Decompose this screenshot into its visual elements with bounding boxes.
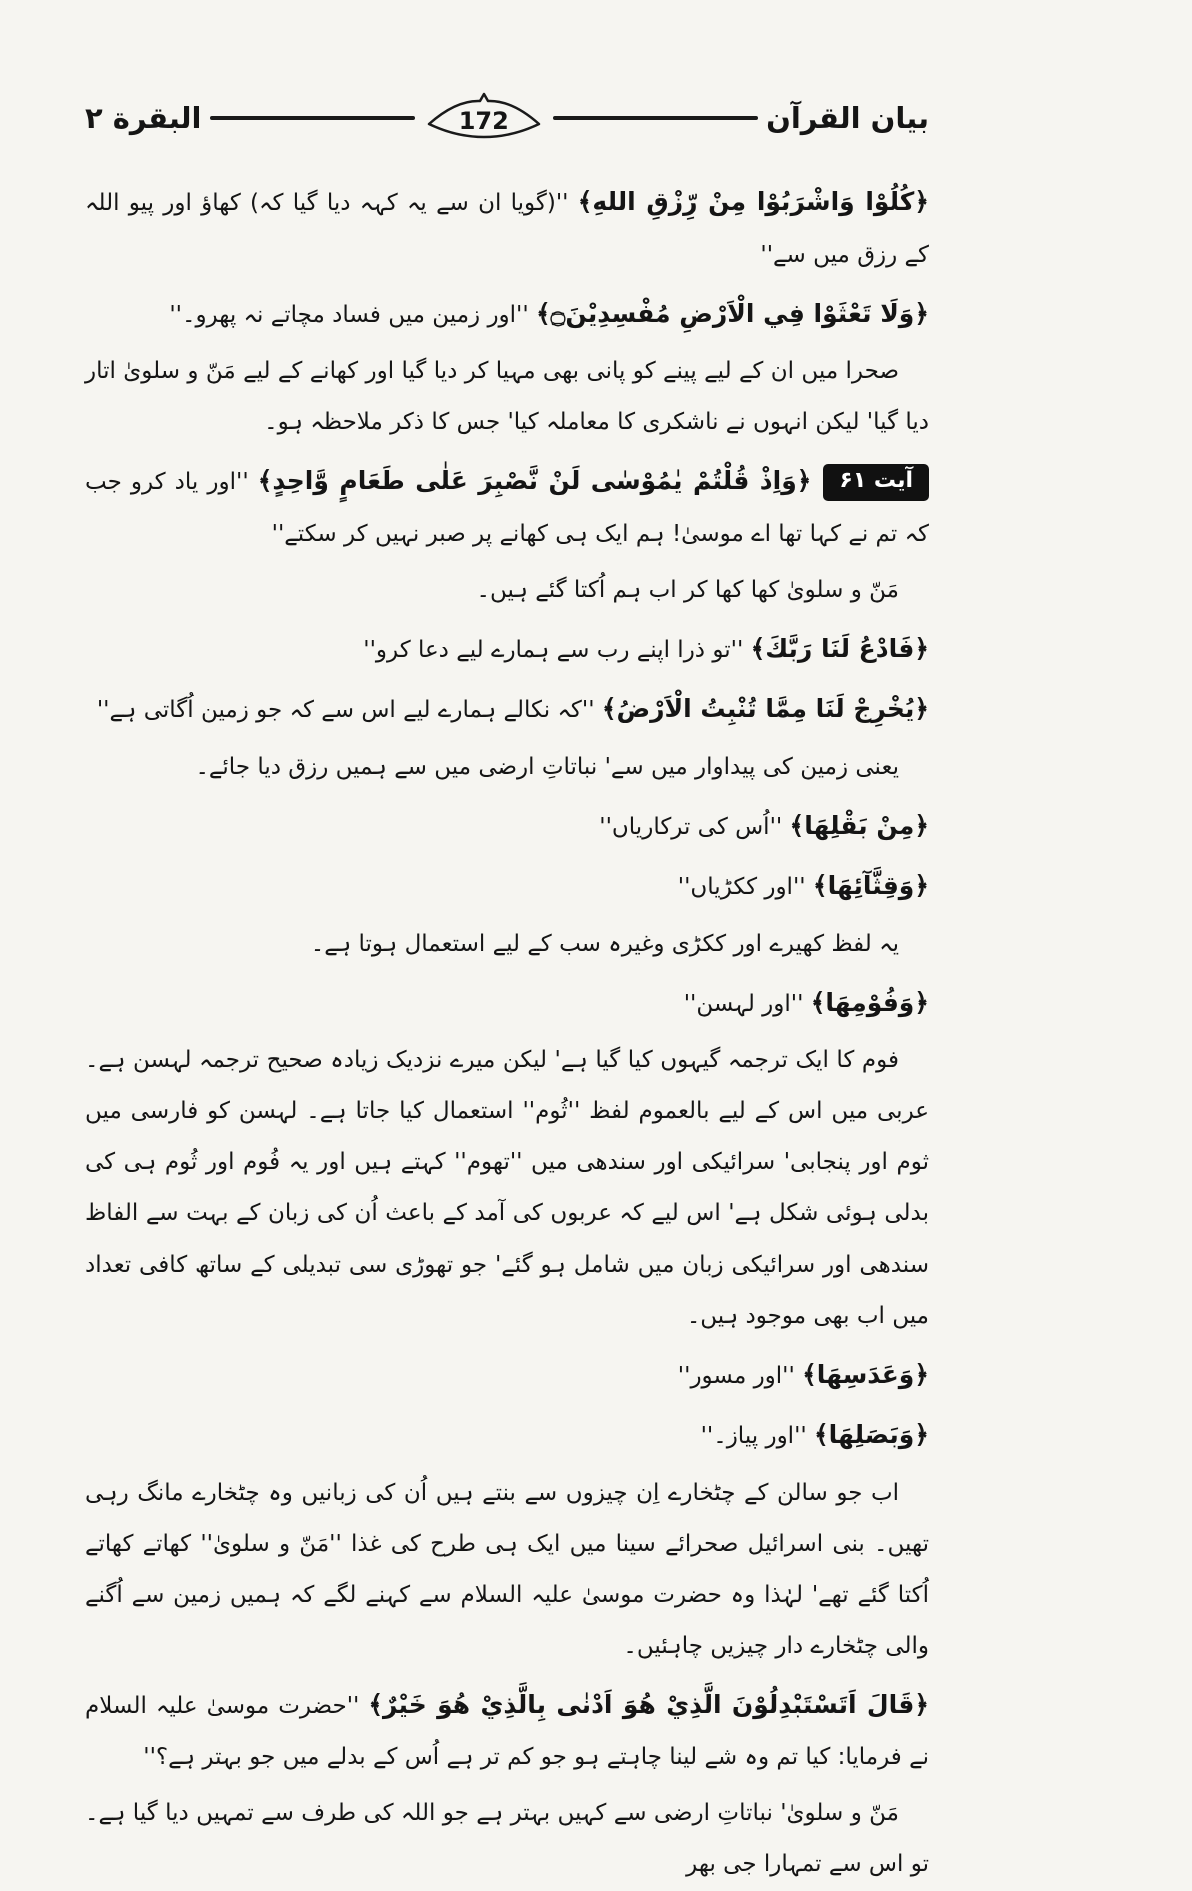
page-number-ornament: [423, 92, 545, 144]
verse-paragraph: [85, 1677, 929, 1784]
prose-paragraph: صحرا میں ان کے لیے پینے کو پانی بھی مہیا کر دیا گیا اور کھانے کے لیے مَنّ و سلویٰ اتار دیا گیا' لیکن انہوں نے ناشکری کا معاملہ کیا' جس کا ذکر ملاحظہ ہو۔: [85, 358, 929, 436]
urdu-translation-text: ''(گویا ان سے یہ کہہ دیا گیا کہ) کھاؤ اور پیو اللہ کے رزق میں سے'': [85, 190, 929, 268]
prose-paragraph: یہ لفظ کھیرے اور ککڑی وغیرہ سب کے لیے استعمال ہوتا ہے۔: [310, 930, 899, 957]
urdu-translation-text: ''اور لہسن'': [683, 990, 804, 1017]
urdu-translation-text: ''اور مسور'': [677, 1362, 795, 1389]
prose-paragraph: مَنّ و سلویٰ کھا کھا کر اب ہم اُکتا گئے ہیں۔: [476, 576, 899, 603]
verse-paragraph: [85, 858, 929, 914]
arabic-verse-text: ﴿قَالَ اَتَسْتَبْدِلُوْنَ الَّذِيْ هُوَ اَدْنٰى بِالَّذِيْ هُوَ خَيْرٌ﴾: [368, 1689, 929, 1719]
verse-paragraph: [85, 798, 929, 854]
urdu-translation-text: ''اُس کی ترکاریاں'': [599, 813, 783, 840]
arabic-verse-text: ﴿فَادْعُ لَنَا رَبَّكَ﴾: [750, 633, 929, 663]
urdu-translation-text: ''اور پیاز۔'': [700, 1423, 807, 1450]
prose-paragraph: فوم کا ایک ترجمہ گیہوں کیا گیا ہے' لیکن میرے نزدیک زیادہ صحیح ترجمہ لہسن ہے۔ عربی میں اس کے لیے بالعموم لفظ ''ثُوم'' استعمال کیا جاتا ہے۔ لہسن کو فارسی میں ثوم اور پنجابی' سرائیکی اور سندھی میں ''تھوم'' کہتے ہیں اور یہ فُوم اور ثُوم ہی کی بدلی ہوئی شکل ہے' اس لیے کہ عربوں کی آمد کے باعث اُن کی زبان کے بہت سے الفاظ سندھی اور سرائیکی زبان میں شامل ہو گئے' جو تھوڑی سی تبدیلی کے ساتھ کافی تعداد میں اب بھی موجود ہیں۔: [85, 1047, 929, 1329]
surah-label: البقرة ۲: [85, 101, 202, 135]
page-number: 172: [458, 107, 509, 135]
arabic-verse-text: ﴿كُلُوْا وَاشْرَبُوْا مِنْ رِّزْقِ اللهِ﴾: [577, 187, 929, 216]
urdu-translation-text: ''حضرت موسیٰ علیہ السلام نے فرمایا: کیا تم وہ شے لینا چاہتے ہو جو کم تر ہے اُس کے بدلے میں جو بہتر ہے؟'': [85, 1692, 929, 1771]
header-rule-right: [553, 116, 758, 120]
verse-paragraph: [85, 174, 929, 281]
arabic-verse-text: ﴿وَبَصَلِهَا﴾: [814, 1420, 929, 1450]
verse-paragraph: [85, 1347, 929, 1403]
arabic-verse-text: ﴿مِنْ بَقْلِهَا﴾: [789, 810, 929, 840]
urdu-translation-text: ''اور زمین میں فساد مچاتے نہ پھرو۔'': [169, 301, 529, 328]
book-title: بیان القرآن: [766, 101, 929, 135]
arabic-verse-text: ﴿وَقِثَّآئِهَا﴾: [812, 871, 929, 901]
verse-paragraph: [85, 621, 929, 677]
arabic-verse-text: ﴿وَلَا تَعْثَوْا فِي الْاَرْضِ مُفْسِدِيْنَ۝﴾: [536, 298, 929, 328]
arabic-verse-text: ﴿وَفُوْمِهَا﴾: [810, 987, 929, 1017]
urdu-translation-text: ''اور ککڑیاں'': [677, 874, 806, 901]
content-area: [85, 174, 929, 1890]
urdu-translation-text: ''کہ نکالے ہمارے لیے اس سے کہ جو زمین اُگاتی ہے'': [96, 697, 595, 724]
page-sheet: [85, 92, 929, 1891]
header-rule-left: [210, 116, 415, 120]
verse-paragraph: [85, 975, 929, 1031]
verse-paragraph: [85, 453, 929, 560]
ayah-number-badge: آیت ۶۱: [823, 464, 929, 501]
arabic-verse-text: ﴿وَاِذْ قُلْتُمْ يٰمُوْسٰى لَنْ نَّصْبِرَ عَلٰى طَعَامٍ وَّاحِدٍ﴾: [257, 466, 812, 496]
prose-paragraph: مَنّ و سلویٰ' نباتاتِ ارضی سے کہیں بہتر ہے جو اللہ کی طرف سے تمہیں دیا گیا ہے۔ تو اس سے تمہارا جی بھر: [85, 1800, 929, 1878]
page-header: [85, 92, 929, 144]
urdu-translation-text: ''تو ذرا اپنے رب سے ہمارے لیے دعا کرو'': [363, 636, 744, 663]
arabic-verse-text: ﴿وَعَدَسِهَا﴾: [802, 1359, 929, 1389]
arabic-verse-text: ﴿يُخْرِجْ لَنَا مِمَّا تُنْبِتُ الْاَرْضُ﴾: [601, 694, 929, 724]
urdu-translation-text: ''اور یاد کرو جب کہ تم نے کہا تھا اے موسیٰ! ہم ایک ہی کھانے پر صبر نہیں کر سکتے'': [85, 469, 929, 547]
verse-paragraph: [85, 286, 929, 342]
prose-paragraph: اب جو سالن کے چٹخارے اِن چیزوں سے بنتے ہیں اُن کی زبانیں وہ چٹخارے مانگ رہی تھیں۔ بنی اسرائیل صحرائے سینا میں ایک ہی طرح کی غذا ''مَنّ و سلویٰ'' کھاتے کھاتے اُکتا گئے تھے' لہٰذا وہ حضرت موسیٰ علیہ السلام سے کہنے لگے کہ ہمیں زمین سے اُگنے والی چٹخارے دار چیزیں چاہئیں۔: [85, 1479, 929, 1659]
verse-paragraph: [85, 681, 929, 737]
verse-paragraph: [85, 1407, 929, 1463]
prose-paragraph: یعنی زمین کی پیداوار میں سے' نباتاتِ ارضی میں سے ہمیں رزق دیا جائے۔: [195, 753, 899, 780]
